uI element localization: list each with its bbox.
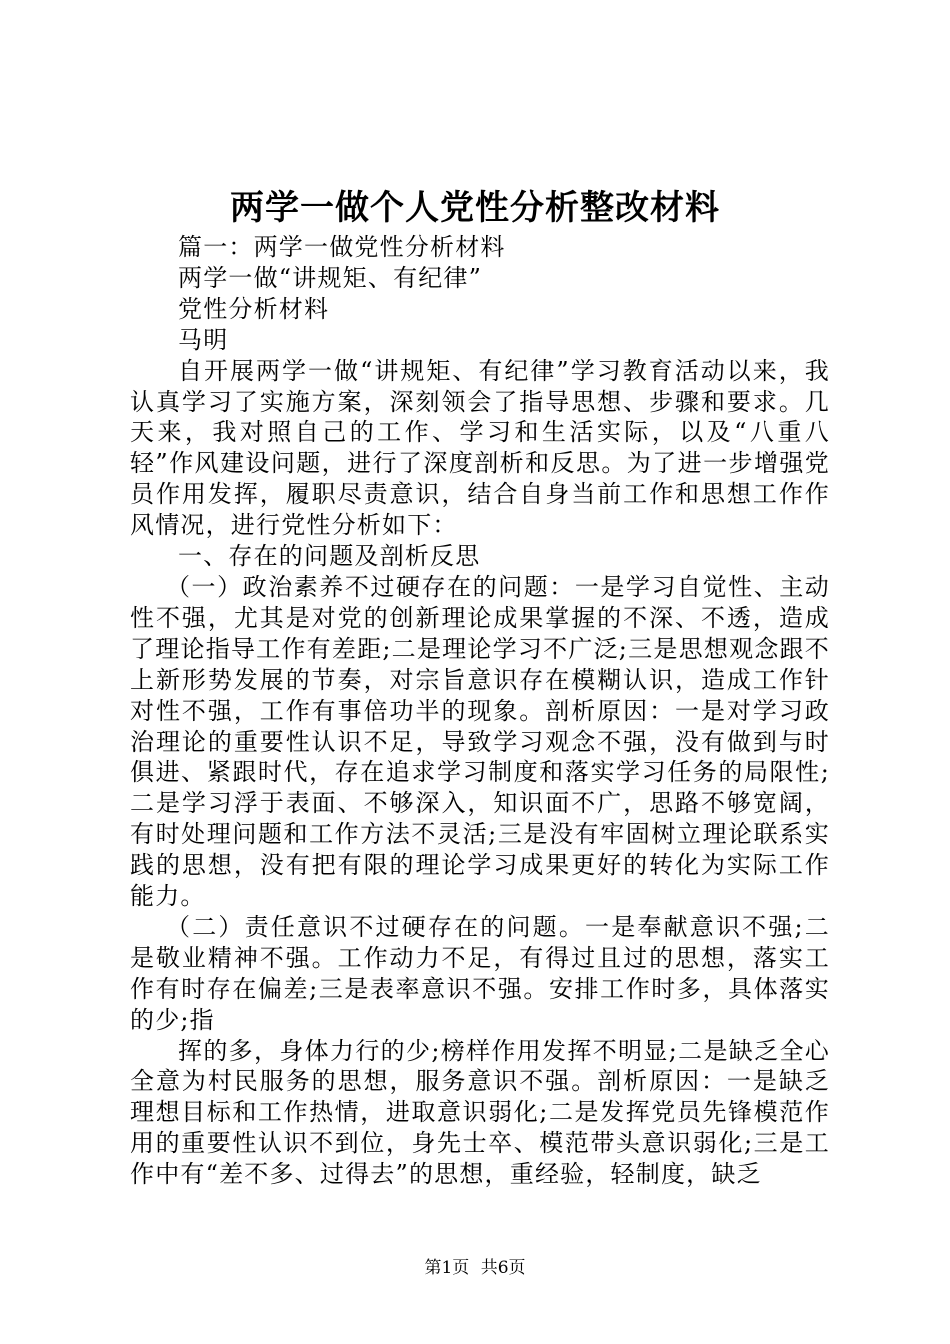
paragraph: 自开展两学一做“讲规矩、有纪律”学习教育活动以来，我认真学习了实施方案，深刻领会了指导思想、步骤和要求。几天来，我对照自己的工作、学习和生活实际，以及“八重八轻”作风建设问题，进行了深度剖析和反思。为了进一步增强党员作用发挥，履职尽责意识，结合自身当前工作和思想工作作风情况，进行党性分析如下：: [130, 356, 830, 540]
paragraph: 两学一做“讲规矩、有纪律”: [178, 263, 483, 292]
page-footer: 第1页 共6页: [424, 1258, 526, 1278]
document-body: [130, 232, 830, 1190]
document-title: 两学一做个人党性分析整改材料: [230, 188, 720, 228]
section-heading: 一、存在的问题及剖析反思: [178, 542, 481, 571]
paragraph: （二）责任意识不过硬存在的问题。一是奉献意识不强;二是敬业精神不强。工作动力不足，有得过且过的思想，落实工作有时存在偏差;三是表率意识不强。安排工作时多，具体落实的少;指: [130, 912, 830, 1034]
paragraph: （一）政治素养不过硬存在的问题：一是学习自觉性、主动性不强，尤其是对党的创新理论成果掌握的不深、不透，造成了理论指导工作有差距;二是理论学习不广泛;三是思想观念跟不上新形势发展的节奏，对宗旨意识存在模糊认识，造成工作针对性不强，工作有事倍功半的现象。剖析原因：一是对学习政治理论的重要性认识不足，导致学习观念不强，没有做到与时俱进、紧跟时代，存在追求学习制度和落实学习任务的局限性;二是学习浮于表面、不够深入，知识面不广，思路不够宽阔，有时处理问题和工作方法不灵活;三是没有牢固树立理论联系实践的思想，没有把有限的理论学习成果更好的转化为实际工作能力。: [130, 572, 830, 911]
paragraph: 马明: [178, 325, 229, 354]
paragraph: 篇一：两学一做党性分析材料: [178, 233, 506, 261]
paragraph: 挥的多，身体力行的少;榜样作用发挥不明显;二是缺乏全心全意为村民服务的思想，服务意识不强。剖析原因：一是缺乏理想目标和工作热情，进取意识弱化;二是发挥党员先锋模范作用的重要性认识不到位，身先士卒、模范带头意识弱化;三是工作中有“差不多、过得去”的思想，重经验，轻制度，缺乏: [130, 1036, 830, 1189]
paragraph: 党性分析材料: [178, 294, 330, 323]
